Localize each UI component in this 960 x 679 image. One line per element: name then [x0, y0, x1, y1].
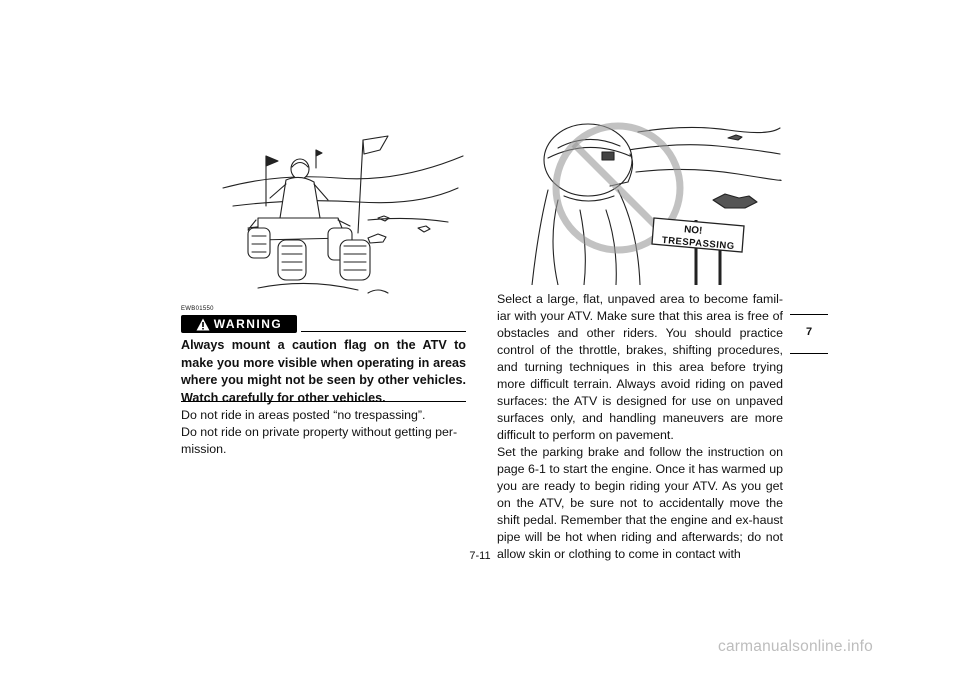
left-body-text — [181, 407, 466, 458]
no-trespassing-sign — [652, 218, 744, 285]
warning-label: WARNING — [213, 317, 283, 331]
warning-top-rule — [301, 331, 466, 332]
sign-line-1: NO! — [683, 224, 703, 237]
chapter-number: 7 — [805, 326, 813, 338]
right-body-text — [497, 291, 783, 563]
warning-badge — [181, 315, 297, 333]
right-paragraph-2: Set the parking brake and follow the instruction on page 6-1 to start the engine. Once it has warmed up you are ready to begin riding your ATV. As you get on the ATV, be sure not to accidentally move the shift pedal. Remember that the engine and ex-haust pipe will be hot when riding and afterwards; do not allow skin or clothing to come in contact with — [497, 445, 783, 561]
sign-line-2: TRESPASSING — [661, 234, 736, 253]
warning-bottom-rule — [181, 401, 466, 402]
right-paragraph-1: Select a large, flat, unpaved area to become famil-iar with your ATV. Make sure that this area is free of obstacles and other riders. You should practice control of the throttle, brakes, shifting procedures, and turning techniques in this area before trying more difficult terrain. Always avoid riding on paved surfaces: the ATV is designed for use on unpaved surfaces only, and handling maneuvers are more difficult to perform on pavement. — [497, 292, 783, 442]
warning-header — [181, 315, 466, 335]
atv-rider-illustration — [218, 128, 468, 313]
warning-triangle-icon — [196, 318, 210, 331]
left-paragraph-1: Do not ride in areas posted “no trespassing”. — [181, 408, 426, 422]
left-paragraph-2: Do not ride on private property without getting per-mission. — [181, 425, 458, 456]
chapter-tab — [790, 314, 828, 354]
page-number: 7-11 — [469, 550, 491, 562]
no-trespassing-illustration — [518, 120, 783, 285]
warning-text: Always mount a caution flag on the ATV to make you more visible when operating in areas where you might not be seen by other vehicles. Watch carefully for other vehicles. — [181, 338, 466, 405]
warning-code: EWB01550 — [181, 306, 214, 312]
watermark: carmanualsonline.info — [718, 638, 873, 655]
